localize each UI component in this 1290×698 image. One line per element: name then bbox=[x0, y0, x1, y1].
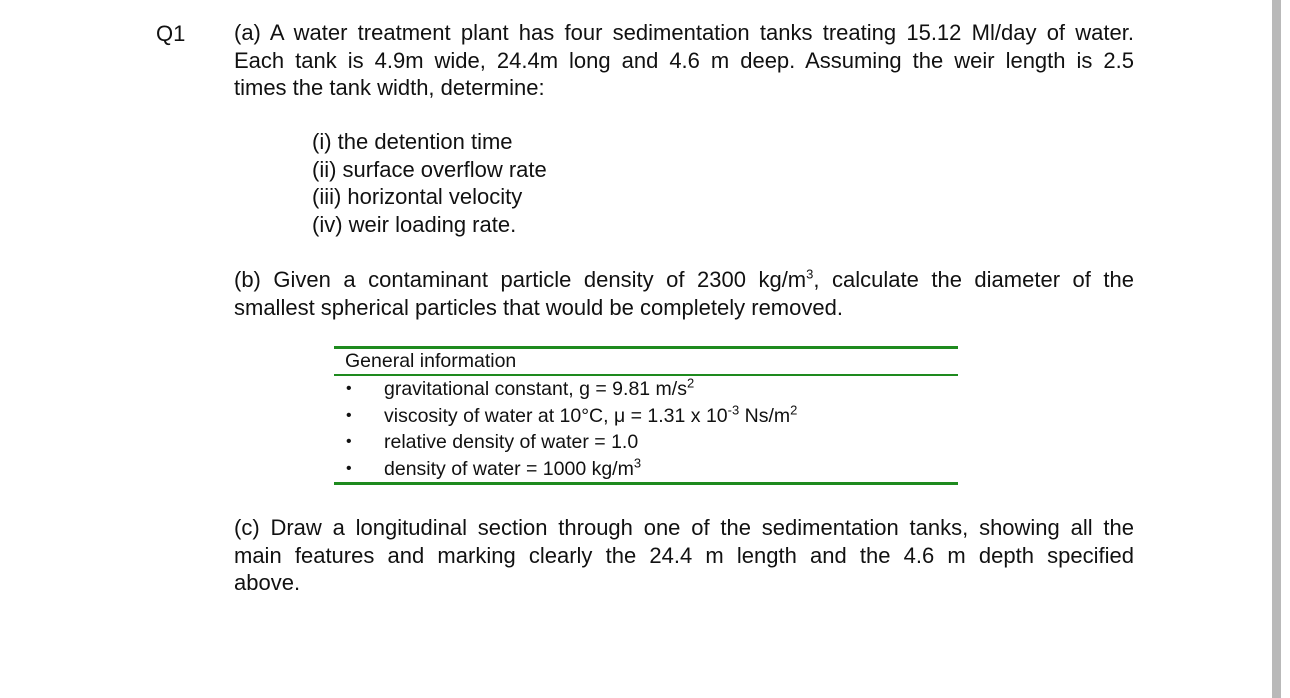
sublist-item-detention-time: (i) the detention time bbox=[312, 129, 513, 154]
info-item-sup: -3 bbox=[727, 402, 740, 417]
part-b-line-1 bbox=[234, 266, 1134, 294]
part-b-text bbox=[234, 266, 1134, 321]
info-title: General information bbox=[345, 350, 517, 372]
part-c-text bbox=[234, 514, 1134, 597]
part-b-line-1-end: , calculate the diameter of the bbox=[813, 267, 1134, 292]
part-c-line-1: (c) Draw a longitudinal section through one of the sedimentation tanks, showing all the bbox=[234, 515, 1134, 540]
info-item-text: density of water = 1000 kg/m bbox=[384, 457, 634, 480]
part-b-superscript: 3 bbox=[806, 266, 814, 282]
info-item-unit: Ns/m bbox=[739, 404, 791, 427]
part-a-line-2: Each tank is 4.9m wide, 24.4m long and 4.6 m deep. Assuming the weir length is 2.5 bbox=[234, 47, 1134, 73]
part-a-line-1: (a) A water treatment plant has four sedimentation tanks treating 15.12 Ml/day of water. bbox=[234, 20, 1134, 45]
question-number: Q1 bbox=[156, 21, 186, 46]
part-c-line-2: main features and marking clearly the 24.4 m length and the 4.6 m depth specified bbox=[234, 542, 1134, 568]
info-item-sup-2: 2 bbox=[790, 402, 798, 417]
bullet-icon: • bbox=[346, 459, 352, 477]
part-b-line-2: smallest spherical particles that would be completely removed. bbox=[234, 294, 843, 320]
info-item-density-of-water bbox=[334, 456, 958, 483]
part-a-sublist bbox=[312, 128, 547, 238]
info-item-text: viscosity of water at 10°C, μ = 1.31 x 10 bbox=[384, 404, 728, 427]
info-list bbox=[334, 376, 958, 482]
bullet-icon: • bbox=[346, 380, 352, 397]
info-bottom-rule bbox=[334, 482, 958, 485]
sublist-item-horizontal-velocity: (iii) horizontal velocity bbox=[312, 184, 523, 209]
part-c-line-3: above. bbox=[234, 570, 301, 595]
sublist-item-weir-loading-rate: (iv) weir loading rate. bbox=[312, 211, 517, 237]
info-item-text: gravitational constant, g = 9.81 m/s bbox=[384, 378, 687, 400]
info-item-sup: 3 bbox=[633, 455, 642, 470]
scrollbar[interactable] bbox=[1272, 0, 1281, 698]
bullet-icon: • bbox=[346, 433, 352, 450]
part-a-line-3: times the tank width, determine: bbox=[234, 75, 545, 100]
info-item-gravitational-constant bbox=[334, 376, 958, 403]
general-information-box bbox=[334, 346, 958, 485]
bullet-icon: • bbox=[346, 406, 352, 424]
sublist-item-surface-overflow-rate: (ii) surface overflow rate bbox=[312, 156, 547, 182]
info-item-relative-density bbox=[334, 429, 958, 456]
info-item-sup: 2 bbox=[686, 375, 695, 391]
part-b-line-1-text: (b) Given a contaminant particle density of 2300 kg/m bbox=[234, 267, 807, 292]
info-item-text: relative density of water = 1.0 bbox=[384, 431, 639, 453]
info-item-viscosity bbox=[334, 403, 958, 430]
part-a-text bbox=[234, 19, 1134, 102]
